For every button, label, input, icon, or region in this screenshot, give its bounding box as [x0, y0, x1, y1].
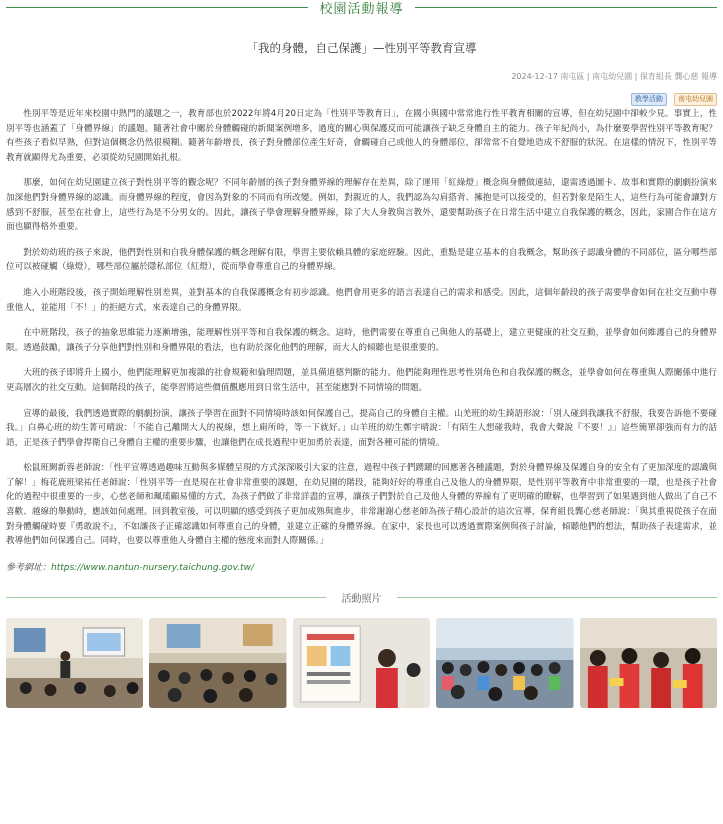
section-title: 校園活動報導 — [319, 2, 404, 17]
photo-red-uniform-children[interactable] — [580, 618, 717, 708]
photo-poster-activity[interactable] — [293, 618, 430, 708]
paragraph: 進入小班階段後，孩子開始理解性別差異，並對基本的自我保護概念有初步認識。他們會用更多的語言表達自己的需求和感受。因此，這個年齡段的孩子需要學會如何在社交互動中尊重他人，並能用「不！」的拒絕方式，來表達自己的身體界限。 — [6, 287, 717, 313]
photo-section-header — [0, 590, 723, 604]
header-rule-right — [415, 7, 717, 8]
reference-line — [0, 560, 723, 573]
paragraph: 那麼，如何在幼兒園建立孩子對性別平等的觀念呢？不同年齡層的孩子對身體界線的理解存在差異，除了運用「紅綠燈」概念與身體做連結，還需透過圖卡、故事和實際的劇劇扮演來加深他們對身體界線的認識。而身體界線的程度，會因為對象的不同而有所改變。例如，對親近的人，我們認為勾肩搭背、擁抱是可以接受的，但若對象是陌生人，這些行為可能會讓對方感到不舒服，甚至在社會上，這些行為是不分男女的。因此，讓孩子學會理解身體界線，除了大人身教與言教外，還要幫助孩子在日常生活中建立自我保護的概念，因此，家園合作在這方面也顯得格外重要。 — [6, 178, 717, 233]
article-body — [0, 107, 723, 549]
tag-teaching-activity[interactable]: 教學活動 — [631, 93, 667, 106]
paragraph: 在中班階段，孩子的抽象思維能力逐漸增強，能理解性別平等和自我保護的概念。這時，他們需要在尊重自己與他人的基礎上，建立更健康的社交互動，並學會如何維護自己的身體界限。透過鼓勵，讓孩子分享他們對性別和身體界限的看法，也有助於深化他們的理解，而大人的傾聽也是很重要的。 — [6, 328, 717, 353]
tag-nantun-kindergarten[interactable]: 南屯幼兒園 — [674, 93, 717, 106]
reference-label: 參考網址： — [6, 562, 52, 573]
photo-rule-right — [397, 597, 717, 598]
article-meta: 2024-12-17 南屯區 | 南屯幼兒園 | 保育組長 龔心慈 報導 — [511, 72, 717, 81]
paragraph: 松鼠班闕新蓉老師說：「性平宣導透過趣味互動與多媒體呈現的方式深深吸引大家的注意，過程中孩子們踴躍的回應著各種議題，對於身體界線及保護自身的安全有了更加深度的認識與了解！」梅花鹿班梁祐任老師說：「性別平等一直是現在社會非常重要的課題，在幼兒園的階段，能夠好好的尊重自己及他人的身體界限，是性別平等教育中非常重要的一環，也是孩子社會化的過程中很重要的一步，心慈老師和珮瑤顧易懂的方式，為孩子們做了非常詳盡的宣導，讓孩子們對於自己及他人身體的界線有了更明確的瞭解，也學習到了如果遇到他人做出了自己不喜歡、越線的舉動時，應該如何處理。回到教室後，可以明顯的感受到孩子更加成熟與進步，非常謝謝心慈老師為孩子精心設計的這次宣導，保育組長龔心慈老師說：「與其重視從孩子在面對身體觸碰時要『勇敢說不』，不如讓孩子正確認識如何尊重自己的身體，並建立正確的身體界線。在家中，家長也可以透過實際案例與孩子討論，傾聽他們的想法，幫助孩子表達需求，並教導他們如何保護自己。同時，也要以尊重他人身體自主權的態度來面對人際關係。」 — [6, 463, 717, 547]
tag-list — [0, 86, 723, 103]
article-title: 「我的身體，自己保護」—性別平等教育宣導 — [246, 41, 477, 55]
photo-children-seated[interactable] — [149, 618, 286, 708]
paragraph: 宣導的最後，我們透過實際的劇劇扮演，讓孩子學習在面對不同情境時該如何保護自己，提高自己的身體自主權。山羌班的幼生錡語形說：「別人碰到我讓我不舒服，我要告訴他不要碰我。」白鼻心班的幼生菁可晴說：「不能自己離開大人的視線，想上廁所時，等一下就好。」山羊班的幼生鄭宇晴說：「有陌生人想碰我時，我會大聲說『不要！』」這些簡單卻強而有力的話語，正是孩子們學會捍衛自己身體自主權的重要步驟，也讓他們在成長過程中更加勇於表達，面對各種可能的情境。 — [6, 408, 717, 448]
reference-link[interactable]: https://www.nantun-nursery.taichung.gov.tw/ — [51, 562, 255, 573]
photo-classroom-presentation[interactable] — [6, 618, 143, 708]
photo-gallery — [0, 618, 723, 708]
photo-section-title: 活動照片 — [341, 593, 382, 605]
paragraph: 對於幼幼班的孩子來說，他們對性別和自我身體保護的概念理解有限，學習主要依賴具體的家庭經驗。因此，重點是建立基本的自我概念，幫助孩子認識身體的不同部位，區分哪些部位可以被碰觸（綠燈），哪些部位屬於隱私部位（紅燈），從而學會尊重自己的身體界線。 — [6, 247, 717, 273]
section-header — [0, 0, 723, 17]
paragraph: 性別平等是近年來校園中熱門的議題之一，教育部也於2022年將4月20日定為「性別平等教育日」，在國小與國中常常進行性平教育相關的宣導，但在幼兒園中卻較少見。事實上，性別平等也涵蓋了「身體界線」的議題。隨著社會中關於身體觸碰的新聞案例增多，過度的關心與保護反而可能讓孩子缺乏身體自主的能力。孩子年紀尚小，為什麼要學習性別平等教育呢？有些孩子看似早熟，但對這個概念仍然很模糊。隨著年齡增長，孩子對身體部位產生好奇，會觸碰自己或他人的身體部位，卻常常不自覺地造成不舒服的狀況。在這樣的情況下，性別平等教育就顯得尤為重要，必須從幼兒園開始扎根。 — [6, 109, 717, 163]
paragraph: 大班的孩子即將升上國小，他們能理解更加複雜的社會規範和倫理問題，並具備道德判斷的能力。他們能夠理性思考性別角色和自我保護的概念，並學會如何在尊重與人際關係中進行更高層次的社交互動。這個階段的孩子，能學習將這些價值觀應用到日常生活中，甚至能應對不同情境的問題。 — [6, 368, 717, 393]
photo-audience-group[interactable] — [436, 618, 573, 708]
